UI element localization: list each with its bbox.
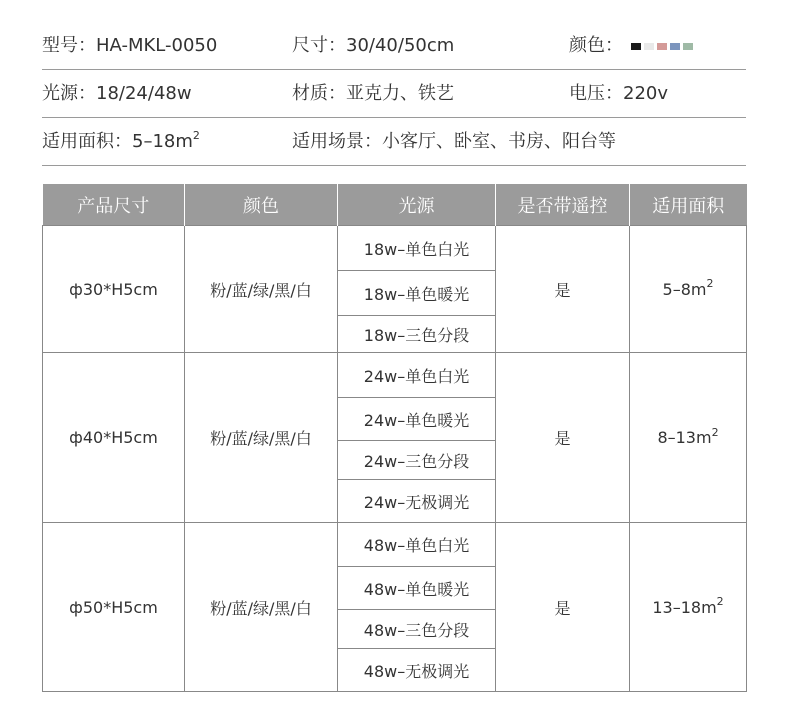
spec-model-label: 型号： [42, 35, 96, 56]
spec-light [42, 70, 192, 117]
spec-scene-label: 适用场景： [292, 131, 382, 152]
cell-area [630, 353, 747, 523]
spec-model [42, 22, 217, 69]
spec-area-value: 5–18m [132, 131, 193, 152]
spec-scene [292, 118, 616, 165]
color-swatch [683, 43, 693, 50]
spec-size-label: 尺寸： [292, 35, 346, 56]
table-header-row [43, 184, 747, 226]
cell-remote: 是 [496, 226, 630, 353]
spec-size [292, 22, 454, 69]
cell-light: 18w–单色白光 [338, 226, 496, 271]
spec-color [569, 22, 696, 69]
color-swatches [631, 21, 696, 68]
color-swatch [631, 43, 641, 50]
spec-material-label: 材质： [292, 83, 346, 104]
cell-area-sup: 2 [706, 277, 714, 291]
cell-color: 粉/蓝/绿/黑/白 [185, 226, 338, 353]
cell-size: ф50*H5cm [43, 523, 185, 692]
cell-light: 48w–三色分段 [338, 610, 496, 649]
spec-color-label: 颜色： [569, 35, 623, 56]
cell-color: 粉/蓝/绿/黑/白 [185, 353, 338, 523]
cell-light: 24w–单色白光 [338, 353, 496, 398]
cell-light: 18w–单色暖光 [338, 271, 496, 316]
header-color: 颜色 [185, 184, 338, 226]
cell-color: 粉/蓝/绿/黑/白 [185, 523, 338, 692]
cell-remote: 是 [496, 523, 630, 692]
spec-area [42, 118, 200, 165]
spec-row-2 [42, 70, 746, 118]
table-row [43, 353, 747, 398]
cell-area-value: 5–8m [662, 279, 707, 299]
cell-light: 24w–单色暖光 [338, 398, 496, 441]
header-area: 适用面积 [630, 184, 747, 226]
spec-area-label: 适用面积： [42, 131, 132, 152]
spec-table [42, 184, 747, 692]
spec-model-value: HA-MKL-0050 [96, 35, 218, 56]
cell-light: 24w–三色分段 [338, 441, 496, 480]
cell-size: ф40*H5cm [43, 353, 185, 523]
table-row [43, 523, 747, 567]
cell-light: 48w–单色暖光 [338, 567, 496, 610]
spec-light-label: 光源： [42, 83, 96, 104]
cell-size: ф30*H5cm [43, 226, 185, 353]
table-row [43, 226, 747, 271]
header-remote: 是否带遥控 [496, 184, 630, 226]
color-swatch [657, 43, 667, 50]
cell-light: 48w–无极调光 [338, 649, 496, 692]
cell-area-value: 13–18m [652, 597, 717, 617]
cell-area-sup: 2 [711, 425, 719, 439]
spec-voltage [569, 70, 668, 117]
spec-scene-value: 小客厅、卧室、书房、阳台等 [382, 131, 616, 152]
header-size: 产品尺寸 [43, 184, 185, 226]
header-light: 光源 [338, 184, 496, 226]
cell-area [630, 226, 747, 353]
spec-voltage-value: 220v [623, 83, 669, 104]
color-swatch [670, 43, 680, 50]
spec-size-value: 30/40/50cm [346, 35, 455, 56]
spec-area-unit-sup: 2 [192, 129, 200, 142]
spec-list [42, 22, 746, 166]
spec-material-value: 亚克力、铁艺 [346, 83, 454, 104]
cell-area [630, 523, 747, 692]
cell-light: 18w–三色分段 [338, 316, 496, 353]
cell-area-value: 8–13m [657, 428, 712, 447]
cell-remote: 是 [496, 353, 630, 523]
color-swatch [644, 43, 654, 50]
spec-light-value: 18/24/48w [96, 83, 192, 104]
spec-row-1 [42, 22, 746, 70]
cell-area-sup: 2 [716, 595, 724, 609]
cell-light: 48w–单色白光 [338, 523, 496, 567]
spec-row-3 [42, 118, 746, 166]
spec-material [292, 70, 454, 117]
cell-light: 24w–无极调光 [338, 480, 496, 523]
spec-voltage-label: 电压： [569, 83, 623, 104]
